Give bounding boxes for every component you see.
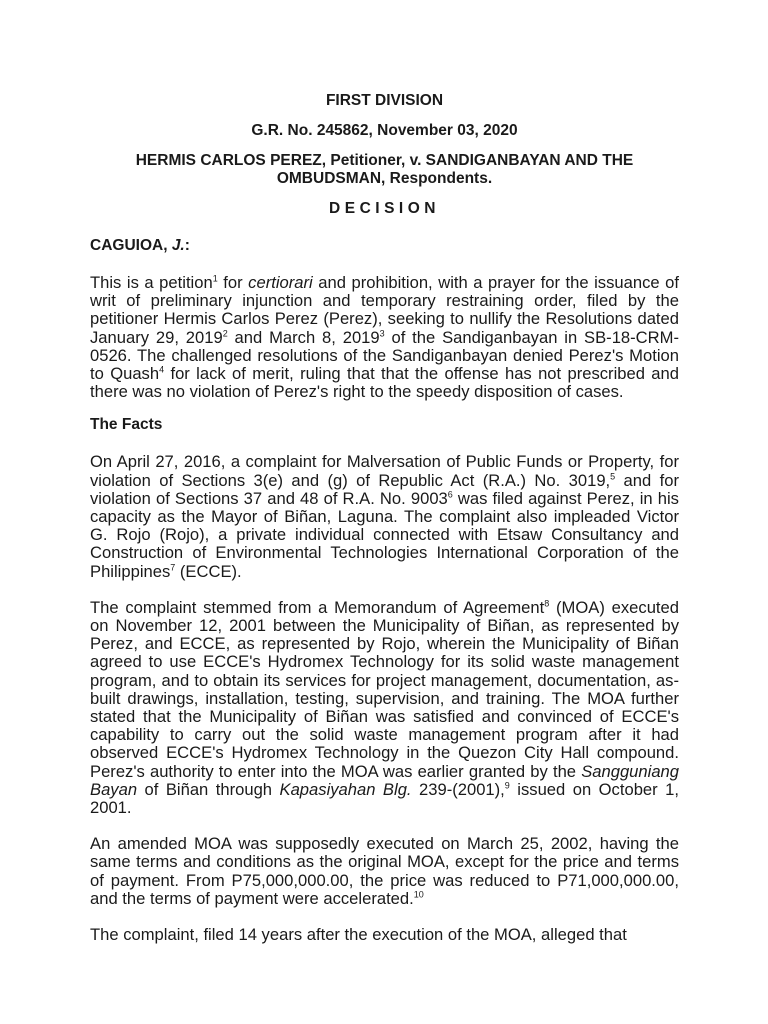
case-number-heading: G.R. No. 245862, November 03, 2020 xyxy=(251,122,518,139)
footnote-marker[interactable]: 9 xyxy=(504,780,510,791)
paragraph-amended-moa xyxy=(90,835,679,908)
ponente-name: CAGUIOA, xyxy=(90,237,168,254)
footnote-marker[interactable]: 1 xyxy=(212,273,218,284)
text-run: This is a petition xyxy=(90,273,213,292)
footnote-marker[interactable]: 5 xyxy=(610,471,616,482)
footnote-marker[interactable]: 10 xyxy=(413,889,424,900)
paragraph-complaint-filed xyxy=(90,926,679,944)
text-run: 239-(2001), xyxy=(411,779,505,799)
footnote-marker[interactable]: 2 xyxy=(222,328,228,339)
text-run: for lack of merit, ruling that that the offense has not prescribed and there was no violation of Perez's right to the speedy disposition of cases. xyxy=(90,364,679,402)
footnote-marker[interactable]: 7 xyxy=(170,562,176,573)
text-run: The complaint stemmed from a Memorandum of Agreement xyxy=(90,597,545,617)
case-parties-heading: HERMIS CARLOS PEREZ, Petitioner, v. SANDIGANBAYAN AND THE OMBUDSMAN, Respondents. xyxy=(135,152,634,187)
italic-term: Kapasiyahan Blg. xyxy=(279,779,412,799)
italic-term: certiorari xyxy=(248,273,313,292)
facts-heading: The Facts xyxy=(90,416,163,434)
text-run: (MOA) executed on November 12, 2001 between the Municipality of Biñan, as represented by Perez, and ECCE, as represented by Rojo, wherein the Municipality of Biñan agreed to use ECCE's Hydromex Technology for its solid waste management program, and to obtain its services for project management, documentation, as-built drawings, installation, testing, supervision, and training. The MOA further stated that the Municipality of Biñan was satisfied and convinced of ECCE's capability to carry out the solid waste management program after it had observed ECCE's Hydromex Technology in the Quezon City Hall compound. Perez's authority to enter into the MOA was earlier granted by the xyxy=(90,597,679,781)
paragraph-moa xyxy=(90,599,679,817)
italic-term: Sangguniang Bayan xyxy=(90,761,679,799)
footnote-marker[interactable]: 8 xyxy=(544,598,550,609)
footnote-marker[interactable]: 4 xyxy=(159,364,165,375)
paragraph-petition xyxy=(90,274,679,401)
text-run: An amended MOA was supposedly executed on March 25, 2002, having the same terms and conditions as the original MOA, except for the price and terms of payment. From P75,000,000.00, the price was reduced to P71,000,000.00, and the terms of payment were accelerated. xyxy=(90,834,679,908)
footnote-marker[interactable]: 3 xyxy=(379,328,385,339)
text-run: and prohibition, with a prayer for the issuance of writ of preliminary injunction and temporary restraining order, filed by the petitioner Hermis Carlos Perez (Perez), seeking to nullify the Resolutions dated January 29, 2019 xyxy=(90,273,679,347)
ponente-title: J. xyxy=(171,237,185,254)
text-run: (ECCE). xyxy=(175,561,242,581)
text-run: of the Sandiganbayan in SB-18-CRM-0526. The challenged resolutions of the Sandiganbayan denied Perez's Motion to Quash xyxy=(90,327,679,384)
division-heading: FIRST DIVISION xyxy=(325,92,444,109)
text-run: issued on October 1, 2001. xyxy=(90,779,679,818)
text-run: and March 8, 2019 xyxy=(227,327,380,347)
paragraph-complaint xyxy=(90,453,679,580)
text-run: for xyxy=(217,273,249,292)
ponente-colon: : xyxy=(184,237,190,254)
text-run: of Biñan through xyxy=(137,779,280,799)
ponente-line xyxy=(90,237,679,255)
text-run: The complaint, filed 14 years after the execution of the MOA, alleged that xyxy=(90,925,627,945)
text-run: was filed against Perez, in his capacity as the Mayor of Biñan, Laguna. The complaint also impleaded Victor G. Rojo (Rojo), a private individual connected with Etsaw Consultancy and Construction of Environmental Technologies International Corporation of the Philippines xyxy=(90,488,679,581)
text-run: On April 27, 2016, a complaint for Malversation of Public Funds or Property, for violation of Sections 3(e) and (g) of Republic Act (R.A.) No. 3019, xyxy=(90,452,679,490)
text-run: and for violation of Sections 37 and 48 of R.A. No. 9003 xyxy=(90,470,679,508)
footnote-marker[interactable]: 6 xyxy=(447,489,453,500)
decision-heading: DECISION xyxy=(329,200,440,217)
